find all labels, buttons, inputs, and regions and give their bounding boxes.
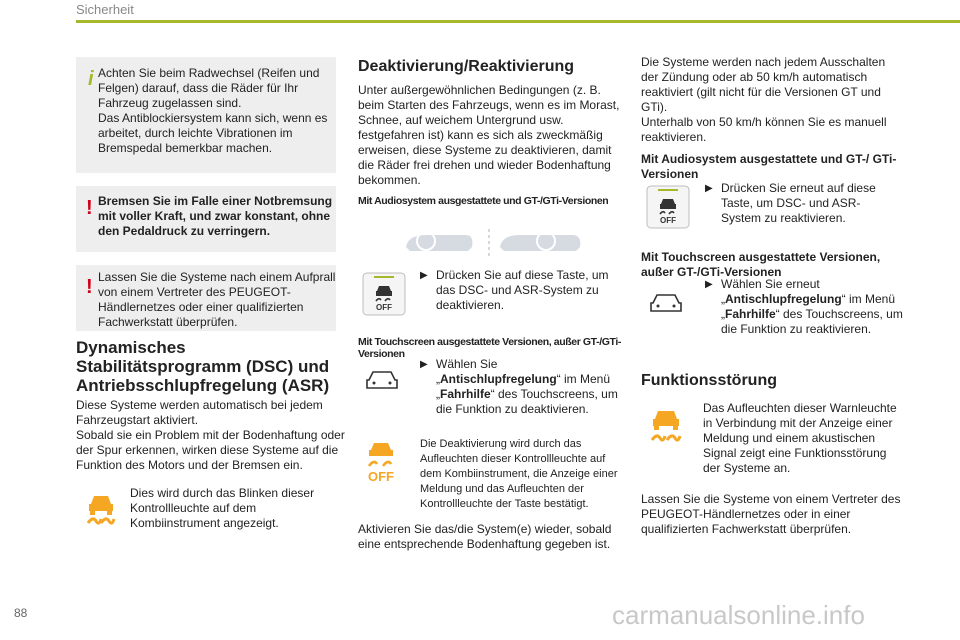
bullet-arrow-icon: ▶: [420, 270, 428, 281]
bullet-deactivate-audio: ▶ Drücken Sie auf diese Taste, um das DSC- und ASR-System zu deaktivieren.: [420, 268, 609, 312]
driving-aid-car-icon: [364, 368, 400, 392]
section-label: Sicherheit: [76, 2, 134, 17]
warning-box-emergency: [76, 186, 336, 252]
info-text: Achten Sie beim Radwechsel (Reifen und Felgen) darauf, dass die Räder für Ihr Fahrzeug zugelassen sind. Das Antiblockiersystem kann sich, wenn es arbeitet, durch leichte Vibrationen im Bremspedal bemerkbar machen.: [98, 66, 328, 155]
bullet-arrow-icon: ▶: [420, 359, 428, 370]
info-box: [76, 57, 336, 173]
bullet-reactivate-audio: ▶ Drücken Sie erneut auf diese Taste, um DSC- und ASR-System zu reaktivieren.: [705, 181, 876, 225]
reactivate-note: Aktivieren Sie das/die System(e) wieder, sobald eine entsprechende Bodenhaftung gegeben ist.: [358, 522, 612, 551]
steering-controls-illustration: [396, 225, 596, 261]
page-number: 88: [14, 606, 28, 620]
subheading-audio-versions: Mit Audiosystem ausgestattete und GT-/GTi-Versionen: [358, 195, 609, 207]
bullet-arrow-icon: ▶: [705, 279, 713, 290]
paragraph-dsc: Diese Systeme werden automatisch bei jedem Fahrzeugstart aktiviert. Sobald sie ein Problem mit der Bodenhaftung oder der Spur erkennen, wirken diese Systeme auf die Funktion des Motors und der Bremsen ein.: [76, 398, 345, 472]
warning-icon: !: [86, 197, 93, 219]
off-warning-lamp-icon: [364, 438, 398, 484]
subheading-touch-versions-right: Mit Touchscreen ausgestattete Versionen, außer GT-/GTi-Versionen: [641, 250, 881, 279]
off-lamp-description: Die Deaktivierung wird durch das Aufleuchten dieser Kontrollleuchte auf dem Kombiinstrument, die Anzeige einer Meldung und das Aufleuchten der Kontrollleuchte der Taste bestätigt.: [420, 438, 618, 510]
driving-aid-car-icon-right: [648, 291, 684, 315]
skid-fault-lamp-icon: [648, 404, 684, 442]
subheading-audio-versions-right: Mit Audiosystem ausgestattete und GT-/ GTi-Versionen: [641, 152, 897, 181]
header-rule: [76, 20, 960, 23]
off-lamp-label: OFF: [368, 469, 394, 484]
paragraph-auto-reactivation: Die Systeme werden nach jedem Ausschalten der Zündung oder ab 50 km/h automatisch reaktiviert (gilt nicht für die Versionen GT und GTi). Unterhalb von 50 km/h können Sie es manuell reaktivieren.: [641, 55, 887, 144]
info-icon: i: [88, 68, 94, 90]
bullet-arrow-icon: ▶: [705, 183, 713, 194]
paragraph-deactivation: Unter außergewöhnlichen Bedingungen (z. B. beim Starten des Fahrzeugs, wenn es im Morast, Schnee, auf weichem Untergrund usw. festgefahren ist) kann es sich als zweckmäßig erweisen, diese Systeme zu deaktivieren, damit die Räder frei drehen und wieder Bodenhaftung bekommen.: [358, 83, 620, 187]
lamp-description: Dies wird durch das Blinken dieser Kontrollleuchte auf dem Kombiinstrument angezeigt.: [130, 486, 315, 530]
dsc-off-button-icon-right: [646, 185, 690, 229]
bullet-reactivate-touch: ▶ Wählen Sie erneut „Antischlupfregelung“ im Menü „Fahrhilfe“ des Touchscreens, um die Funktion zu reaktivieren.: [705, 277, 903, 336]
warning-icon: !: [86, 276, 93, 298]
warning-text-emergency: Bremsen Sie im Falle einer Notbremsung mit voller Kraft, und zwar konstant, ohne den Pedaldruck zu verringern.: [98, 194, 333, 238]
button-off-label: OFF: [660, 216, 676, 225]
malfunction-description: Das Aufleuchten dieser Warnleuchte in Verbindung mit der Anzeige einer Meldung und einem akustischen Signal zeigt eine Funktionsstörung der Systeme an.: [703, 401, 897, 475]
warning-text-inspection: Lassen Sie die Systeme nach einem Aufprall von einem Vertreter des PEUGEOT-Händlernetzes oder einer qualifizierten Fachwerkstatt überprüfen.: [98, 270, 336, 329]
heading-deactivation: Deaktivierung/Reaktivierung: [358, 58, 575, 75]
heading-dsc-asr: Dynamisches Stabilitätsprogramm (DSC) und Antriebsschlupfregelung (ASR): [76, 338, 330, 395]
subheading-touch-versions: Mit Touchscreen ausgestattete Versionen, außer GT-/GTi-Versionen: [358, 336, 621, 360]
malfunction-service-note: Lassen Sie die Systeme von einem Vertreter des PEUGEOT-Händlernetzes oder in einer qualifizierten Fachwerkstatt überprüfen.: [641, 492, 901, 536]
footer-watermark: carmanualsonline.info: [612, 600, 865, 630]
skid-warning-lamp-icon: [84, 489, 118, 525]
bullet-deactivate-touch: ▶ Wählen Sie „Antischlupfregelung“ im Menü „Fahrhilfe“ des Touchscreens, um die Funktion zu deaktivieren.: [420, 357, 618, 416]
dsc-off-button-icon: [362, 272, 406, 316]
warning-box-inspection: [76, 265, 336, 331]
heading-malfunction: Funktionsstörung: [641, 372, 777, 389]
button-off-label: OFF: [376, 303, 392, 312]
